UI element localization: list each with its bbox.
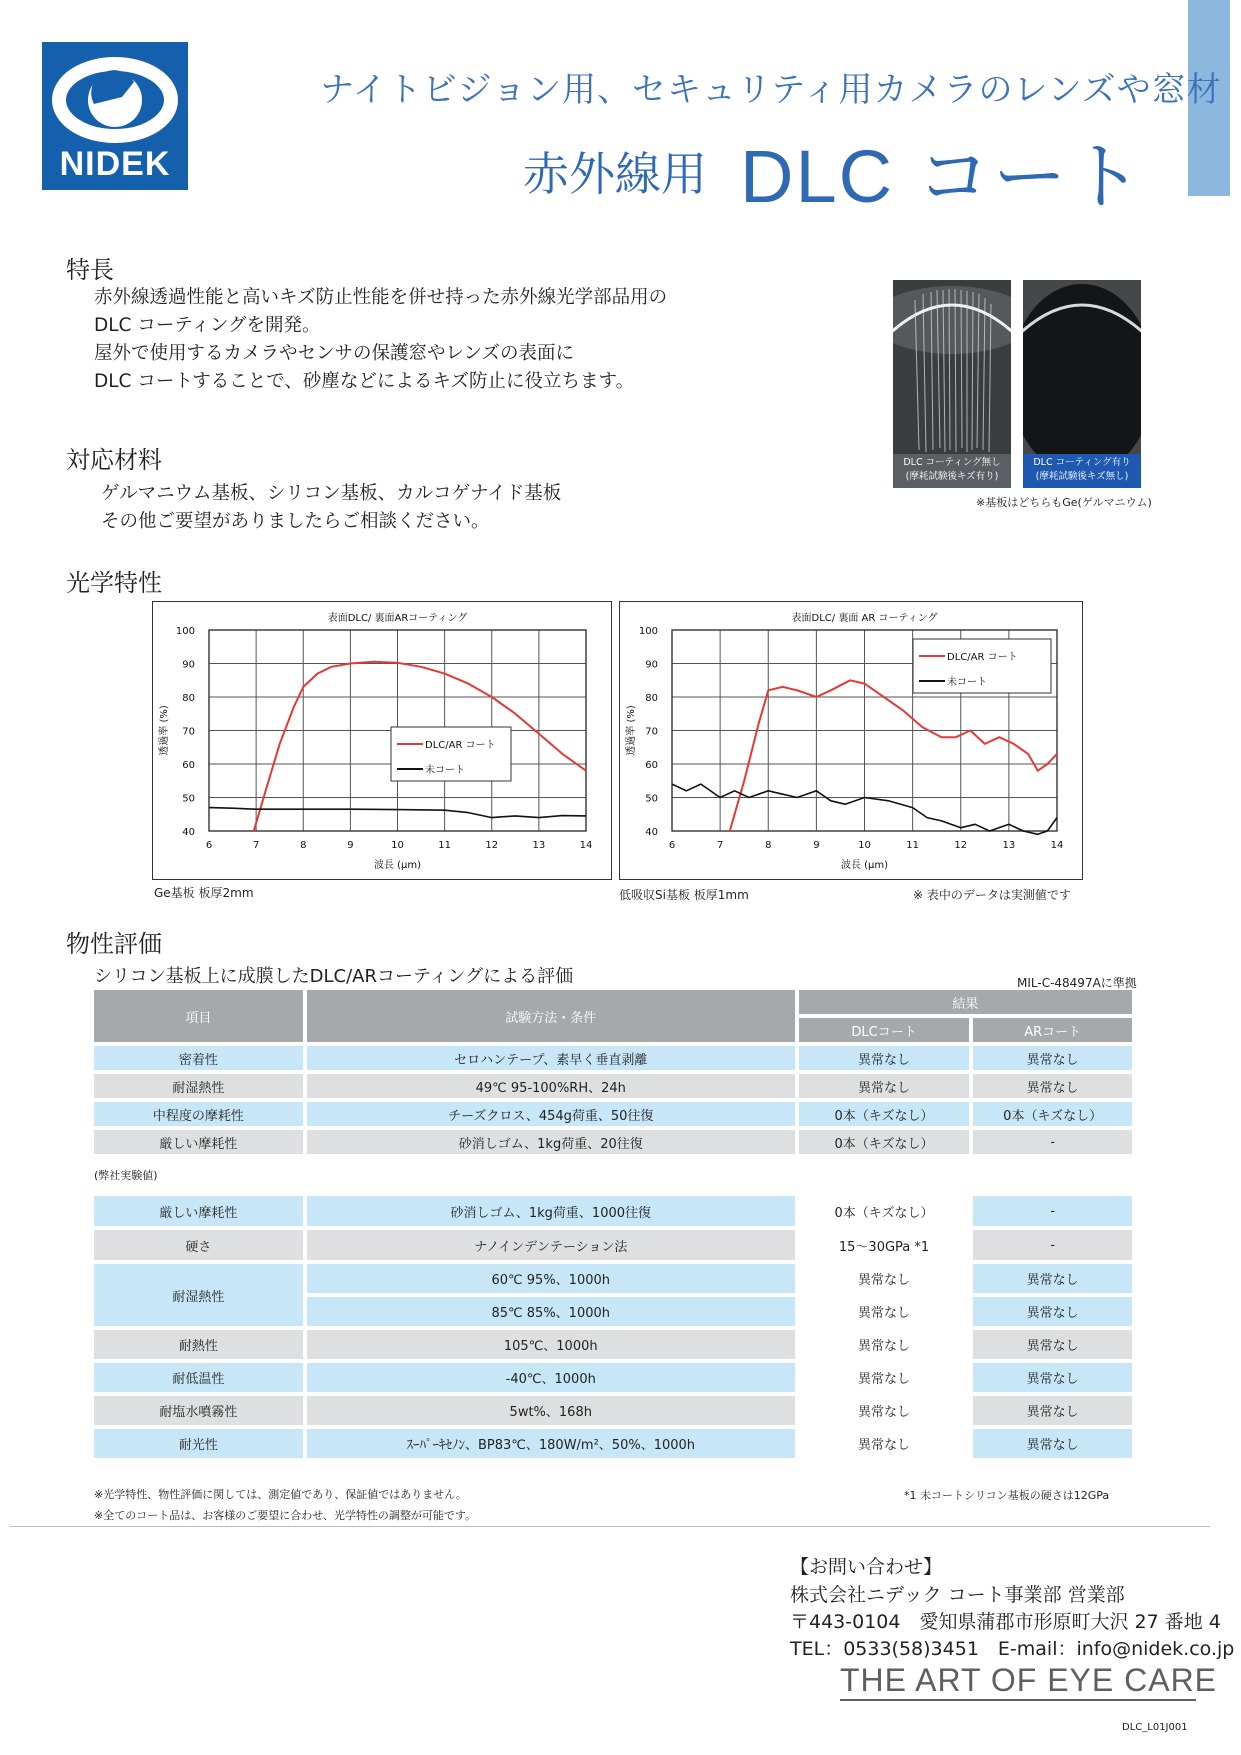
cell-dlc: 0本（キズなし） — [799, 1102, 970, 1126]
cell-method: 60℃ 95%、1000h — [307, 1264, 795, 1293]
page-title-dlc: DLC コート — [740, 135, 1145, 218]
cell-ar: 異常なし — [973, 1264, 1132, 1293]
cell-ar: 異常なし — [973, 1046, 1132, 1070]
x-tick-label: 7 — [252, 840, 260, 851]
doc-code: DLC_L01J001 — [1122, 1722, 1188, 1733]
cell-item: 耐塩水噴霧性 — [94, 1396, 303, 1425]
y-tick-label: 40 — [645, 827, 658, 838]
features-text — [94, 284, 667, 396]
materials-line: その他ご要望がありましたらご相談ください。 — [101, 511, 490, 532]
photo-coated — [1023, 280, 1141, 488]
properties-table — [90, 986, 1136, 1462]
y-tick-label: 50 — [182, 793, 195, 805]
cell-dlc: 異常なし — [799, 1264, 970, 1293]
x-tick-label: 11 — [906, 840, 919, 851]
table-row — [94, 1396, 1132, 1425]
cell-dlc: 0本（キズなし） — [799, 1130, 970, 1154]
caption-line: DLC コーティング無し — [903, 457, 1001, 468]
cell-method: 5wt%、168h — [307, 1396, 795, 1425]
x-tick-label: 9 — [347, 840, 354, 851]
cell-dlc: 0本（キズなし） — [799, 1196, 970, 1226]
table-row — [94, 1046, 1132, 1070]
x-tick-label: 14 — [1050, 840, 1064, 851]
materials-line: ゲルマニウム基板、シリコン基板、カルコゲナイド基板 — [101, 483, 562, 504]
table-row — [94, 1230, 1132, 1260]
cell-method: セロハンテープ、素早く垂直剥離 — [307, 1046, 795, 1070]
table-row — [94, 1264, 1132, 1293]
cell-item: 耐湿熱性 — [94, 1074, 303, 1098]
x-tick-label: 8 — [300, 840, 307, 851]
x-axis-label: 波長 (μm) — [840, 860, 889, 871]
note-measured: ※光学特性、物性評価に関しては、測定値であり、保証値ではありません。 — [94, 1488, 467, 1501]
photo-caption-coated — [1023, 454, 1141, 488]
header-dlc: DLCコート — [799, 1018, 970, 1042]
cell-dlc: 異常なし — [799, 1396, 970, 1425]
x-tick-label: 13 — [532, 840, 546, 851]
series-line — [730, 680, 1057, 831]
cell-dlc: 異常なし — [799, 1046, 970, 1070]
tagline: THE ART OF EYE CARE — [840, 1662, 1218, 1698]
cell-method: 砂消しゴム、1kg荷重、20往復 — [307, 1130, 795, 1154]
x-tick-label: 10 — [391, 840, 404, 851]
physical-subheading: シリコン基板上に成膜したDLC/ARコーティングによる評価 — [94, 966, 574, 987]
optical-heading: 光学特性 — [66, 569, 162, 597]
cell-item: 中程度の摩耗性 — [94, 1102, 303, 1126]
features-line: 屋外で使用するカメラやセンサの保護窓やレンズの表面に — [94, 343, 574, 364]
cell-ar: 異常なし — [973, 1330, 1132, 1359]
caption-line: (摩耗試験後キズ無し) — [1035, 471, 1129, 482]
nidek-logo — [42, 42, 188, 190]
cell-ar: 異常なし — [973, 1396, 1132, 1425]
legend-label: 未コート — [425, 765, 465, 776]
cell-ar: 異常なし — [973, 1363, 1132, 1392]
chart-ge — [152, 601, 612, 880]
cell-item: 硬さ — [94, 1230, 303, 1260]
page-title-ja: 赤外線用 — [523, 147, 707, 201]
y-tick-label: 60 — [645, 760, 658, 771]
y-tick-label: 90 — [645, 659, 658, 671]
inhouse-label: (弊社実験値) — [94, 1169, 158, 1182]
materials-heading: 対応材料 — [66, 446, 162, 474]
y-tick-label: 40 — [182, 827, 195, 838]
logo-text: NIDEK — [59, 145, 171, 183]
table-row — [94, 1130, 1132, 1154]
contact-heading: 【お問い合わせ】 — [790, 1556, 943, 1578]
cell-item: 耐湿熱性 — [94, 1264, 303, 1326]
table-row — [94, 1429, 1132, 1458]
header-ar: ARコート — [973, 1018, 1132, 1042]
features-line: DLC コートすることで、砂塵などによるキズ防止に役立ちます。 — [94, 371, 635, 392]
contact-tel-email: TEL：0533(58)3451 E-mail：info@nidek.co.jp — [790, 1638, 1235, 1660]
cell-method: 49℃ 95-100%RH、24h — [307, 1074, 795, 1098]
cell-method: ナノインデンテーション法 — [307, 1230, 795, 1260]
chart-title: 表面DLC/ 裏面ARコーティング — [327, 613, 468, 624]
cell-ar: - — [973, 1196, 1132, 1226]
y-axis-label: 透過率 (%) — [159, 705, 170, 756]
cell-item: 厳しい摩耗性 — [94, 1130, 303, 1154]
x-tick-label: 6 — [205, 840, 213, 851]
cell-item: 耐低温性 — [94, 1363, 303, 1392]
chart-title: 表面DLC/ 裏面 AR コーティング — [791, 613, 938, 624]
cell-dlc: 異常なし — [799, 1363, 970, 1392]
legend-label: DLC/AR コート — [947, 652, 1018, 663]
x-tick-label: 8 — [765, 840, 772, 851]
standard-note: MIL-C-48497Aに準拠 — [1017, 976, 1137, 990]
cell-dlc: 異常なし — [799, 1297, 970, 1326]
chart-si-svg — [620, 602, 1082, 879]
photo-uncoated — [893, 280, 1011, 488]
y-tick-label: 90 — [182, 659, 195, 671]
x-tick-label: 11 — [438, 840, 451, 851]
cell-method: ｽｰﾊﾟｰｷｾﾉﾝ、BP83℃、180W/m²、50%、1000h — [307, 1429, 795, 1458]
y-tick-label: 80 — [182, 693, 195, 704]
cell-method: 砂消しゴム、1kg荷重、1000往復 — [307, 1196, 795, 1226]
y-tick-label: 100 — [175, 626, 195, 637]
header-method: 試験方法・条件 — [307, 990, 795, 1042]
y-tick-label: 60 — [182, 760, 195, 771]
table-row — [94, 1363, 1132, 1392]
cell-ar: - — [973, 1130, 1132, 1154]
table-row — [94, 1196, 1132, 1226]
caption-line: (摩耗試験後キズ有り) — [905, 471, 999, 482]
y-axis-label: 透過率 (%) — [626, 705, 637, 756]
cell-method: 85℃ 85%、1000h — [307, 1297, 795, 1326]
cell-item: 耐光性 — [94, 1429, 303, 1458]
cell-dlc: 異常なし — [799, 1429, 970, 1458]
chart-ge-caption: Ge基板 板厚2mm — [154, 886, 254, 900]
cell-dlc: 異常なし — [799, 1330, 970, 1359]
cell-ar: 異常なし — [973, 1297, 1132, 1326]
note-adjustable: ※全てのコート品は、お客様のご要望に合わせ、光学特性の調整が可能です。 — [94, 1509, 477, 1522]
contact-address: 〒443-0104 愛知県蒲郡市形原町大沢 27 番地 4 — [790, 1611, 1221, 1633]
divider — [10, 1526, 1210, 1527]
y-tick-label: 80 — [645, 693, 658, 704]
features-line: 赤外線透過性能と高いキズ防止性能を併せ持った赤外線光学部品用の — [94, 287, 668, 308]
table-row — [94, 1102, 1132, 1126]
photo-note: ※基板はどちらもGe(ゲルマニウム) — [976, 496, 1152, 509]
x-tick-label: 12 — [485, 840, 499, 851]
y-tick-label: 100 — [638, 626, 658, 637]
x-tick-label: 12 — [954, 840, 968, 851]
caption-line: DLC コーティング有り — [1033, 457, 1131, 468]
chart-si — [619, 601, 1083, 880]
x-tick-label: 7 — [716, 840, 724, 851]
y-tick-label: 50 — [645, 793, 658, 805]
y-tick-label: 70 — [182, 726, 195, 738]
header-result: 結果 — [799, 990, 1132, 1014]
table-row — [94, 1074, 1132, 1098]
page-subtitle: ナイトビジョン用、セキュリティ用カメラのレンズや窓材 — [320, 70, 1222, 110]
x-axis-label: 波長 (μm) — [373, 860, 422, 871]
legend-label: DLC/AR コート — [425, 740, 496, 751]
cell-ar: 異常なし — [973, 1074, 1132, 1098]
scratched-lens-image — [893, 280, 1011, 454]
x-tick-label: 13 — [1002, 840, 1016, 851]
cell-dlc: 15～30GPa *1 — [799, 1230, 970, 1260]
contact-company: 株式会社ニデック コート事業部 営業部 — [790, 1584, 1125, 1606]
table-row — [94, 1330, 1132, 1359]
y-tick-label: 70 — [645, 726, 658, 738]
header-item: 項目 — [94, 990, 303, 1042]
cell-ar: - — [973, 1230, 1132, 1260]
legend-label: 未コート — [947, 677, 987, 688]
cell-ar: 異常なし — [973, 1429, 1132, 1458]
materials-text — [101, 480, 561, 536]
x-tick-label: 6 — [668, 840, 676, 851]
features-line: DLC コーティングを開発。 — [94, 315, 321, 336]
measured-note: ※ 表中のデータは実測値です — [913, 888, 1071, 902]
photo-caption-uncoated — [893, 454, 1011, 488]
x-tick-label: 14 — [579, 840, 593, 851]
chart-ge-svg — [153, 602, 611, 879]
cell-method: 105℃、1000h — [307, 1330, 795, 1359]
cell-item: 密着性 — [94, 1046, 303, 1070]
chart-si-caption: 低吸収Si基板 板厚1mm — [619, 888, 749, 902]
cell-item: 厳しい摩耗性 — [94, 1196, 303, 1226]
tagline-underline — [840, 1699, 1196, 1701]
x-tick-label: 9 — [813, 840, 820, 851]
cell-method: チーズクロス、454g荷重、50往復 — [307, 1102, 795, 1126]
cell-ar: 0本（キズなし） — [973, 1102, 1132, 1126]
features-heading: 特長 — [66, 256, 114, 284]
cell-method: -40℃、1000h — [307, 1363, 795, 1392]
cell-item: 耐熱性 — [94, 1330, 303, 1359]
hardness-footnote: *1 未コートシリコン基板の硬さは12GPa — [904, 1489, 1110, 1502]
cell-dlc: 異常なし — [799, 1074, 970, 1098]
clean-lens-image — [1023, 280, 1141, 454]
x-tick-label: 10 — [858, 840, 871, 851]
physical-heading: 物性評価 — [66, 930, 162, 958]
